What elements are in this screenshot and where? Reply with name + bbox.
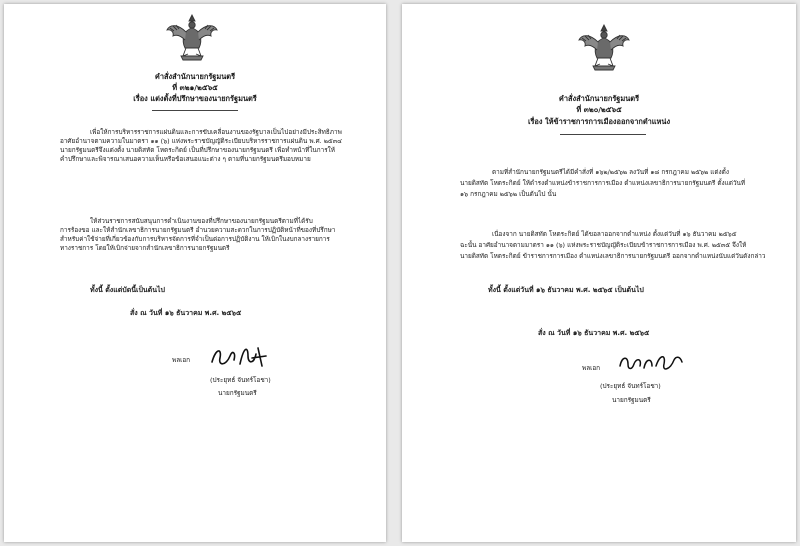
order-page-right [402,4,796,542]
body-line: นายดิสทัต โหตระกิตย์ ให้ดำรงตำแหน่งข้าราชการการเมือง ตำแหน่งเลขาธิการนายกรัฐมนตรี ตั้งแต่วันที่ [460,179,746,187]
signature-icon [616,348,686,376]
order-number: ที่ ๓๒๐/๒๕๖๕ [576,105,622,114]
body-line: นายกรัฐมนตรีจึงแต่งตั้ง นายดิสทัต โหตระกิตย์ เป็นที่ปรึกษาของนายกรัฐมนตรี เพื่อทำหน้าที่ในการให้ [60,146,336,154]
order-page-left [4,4,386,542]
signer-title: นายกรัฐมนตรี [612,396,651,404]
signer-rank: พลเอก [172,356,191,364]
body-line: สำหรับค่าใช้จ่ายที่เกี่ยวข้องกับการบริหารจัดการที่จำเป็นต่อการปฏิบัติงาน ให้เบิกในงบกลางรายการ [60,235,330,243]
body-line: อาศัยอำนาจตามความในมาตรา ๑๑ (๖) แห่งพระราชบัญญัติระเบียบบริหารราชการแผ่นดิน พ.ศ. ๒๕๓๔ [60,137,342,145]
effective-line: ทั้งนี้ ตั้งแต่บัดนี้เป็นต้นไป [90,286,165,294]
body-line: นายดิสทัต โหตระกิตย์ ข้าราชการการเมือง ตำแหน่งเลขาธิการนายกรัฐมนตรี ออกจากตำแหน่งนับแต่วันดังกล่าว [460,252,766,260]
body-line: การร้องขอ และให้สำนักเลขาธิการนายกรัฐมนตรี อำนวยความสะดวกในการปฏิบัติหน้าที่ของที่ปรึกษา [60,226,336,234]
order-title: คำสั่งสำนักนายกรัฐมนตรี [558,94,640,103]
effective-line: ทั้งนี้ ตั้งแต่วันที่ ๑๖ ธันวาคม พ.ศ. ๒๕๖๕ เป็นต้นไป [488,286,644,294]
body-line: ให้ส่วนราชการสนับสนุนการดำเนินงานของที่ปรึกษาของนายกรัฐมนตรีตามที่ได้รับ [90,217,313,225]
dated-line: สั่ง ณ วันที่ ๑๖ ธันวาคม พ.ศ. ๒๕๖๕ [130,309,242,317]
order-subject: เรื่อง แต่งตั้งที่ปรึกษาของนายกรัฐมนตรี [133,94,257,103]
body-line: ทางราชการ โดยให้เบิกจ่ายจากสำนักเลขาธิการนายกรัฐมนตรี [60,244,230,252]
body-line: ฉะนั้น อาศัยอำนาจตามมาตรา ๑๑ (๖) แห่งพระราชบัญญัติระเบียบข้าราชการการเมือง พ.ศ. ๒๕๓๕ จึงให้ [460,241,747,249]
body-line: ๑๖ กรกฎาคม ๒๕๖๒ เป็นต้นไป นั้น [460,190,557,198]
signature-icon [208,342,268,370]
signer-rank: พลเอก [582,364,601,372]
signer-name: (ประยุทธ์ จันทร์โอชา) [600,382,661,390]
dated-line: สั่ง ณ วันที่ ๑๖ ธันวาคม พ.ศ. ๒๕๖๕ [538,329,650,337]
divider [152,110,238,111]
order-title: คำสั่งสำนักนายกรัฐมนตรี [154,72,236,81]
body-line: เนื่องจาก นายดิสทัต โหตระกิตย์ ได้ขอลาออกจากตำแหน่ง ตั้งแต่วันที่ ๑๖ ธันวาคม ๒๕๖๕ [492,230,737,238]
garuda-emblem-icon [164,12,220,64]
body-line: คำปรึกษาและพิจารณาเสนอความเห็นหรือข้อเสนอแนะต่าง ๆ ตามที่นายกรัฐมนตรีมอบหมาย [60,155,311,163]
order-number: ที่ ๓๒๑/๒๕๖๕ [172,83,218,92]
signer-title: นายกรัฐมนตรี [218,389,257,397]
body-line: ตามที่สำนักนายกรัฐมนตรีได้มีคำสั่งที่ ๑๖๒/๒๕๖๒ ลงวันที่ ๑๘ กรกฎาคม ๒๕๖๒ แต่งตั้ง [492,168,729,176]
order-subject: เรื่อง ให้ข้าราชการการเมืองออกจากตำแหน่ง [527,117,671,126]
divider [560,134,646,135]
body-line: เพื่อให้การบริหารราชการแผ่นดินและการขับเคลื่อนงานของรัฐบาลเป็นไปอย่างมีประสิทธิภาพ [90,128,342,136]
garuda-emblem-icon [576,22,632,74]
signer-name: (ประยุทธ์ จันทร์โอชา) [210,376,271,384]
